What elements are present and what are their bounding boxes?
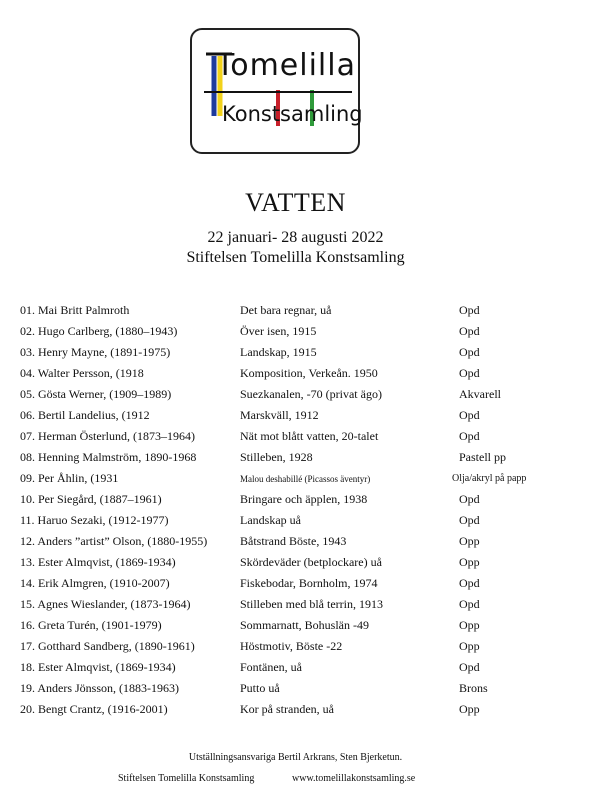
- artwork-row: [0, 492, 591, 513]
- artwork-title: Bringare och äpplen, 1938: [240, 492, 368, 506]
- artist-name: 09. Per Åhlin, (1931: [20, 471, 119, 485]
- artwork-title: Höstmotiv, Böste -22: [240, 639, 343, 653]
- footer-organizer: Stiftelsen Tomelilla Konstsamling: [118, 773, 255, 784]
- artist-name: 20. Bengt Crantz, (1916-2001): [20, 702, 168, 716]
- artist-name: 01. Mai Britt Palmroth: [20, 303, 130, 317]
- artwork-title: Marskväll, 1912: [240, 408, 319, 422]
- artwork-row: [0, 513, 591, 534]
- artist-name: 05. Gösta Werner, (1909–1989): [20, 387, 172, 401]
- artwork-title: Fiskebodar, Bornholm, 1974: [240, 576, 378, 590]
- artist-name: 19. Anders Jönsson, (1883-1963): [20, 681, 179, 695]
- artwork-row: [0, 681, 591, 702]
- artist-name: 08. Henning Malmström, 1890-1968: [20, 450, 197, 464]
- artwork-title: Stilleben, 1928: [240, 450, 313, 464]
- artist-name: 02. Hugo Carlberg, (1880–1943): [20, 324, 178, 338]
- logo: [190, 28, 363, 154]
- artwork-technique: Opp: [459, 534, 480, 548]
- artwork-row: [0, 324, 591, 345]
- artwork-title: Landskap, 1915: [240, 345, 317, 359]
- artwork-title: Landskap uå: [240, 513, 301, 527]
- artwork-technique: Olja/akryl på papp: [452, 473, 527, 484]
- artwork-row: [0, 450, 591, 471]
- exhibition-title: VATTEN: [245, 188, 346, 217]
- artwork-technique: Opd: [459, 513, 480, 527]
- footer-website: www.tomelillakonstsamling.se: [292, 773, 416, 784]
- artwork-row: [0, 387, 591, 408]
- artwork-title: Sommarnatt, Bohuslän -49: [240, 618, 369, 632]
- artwork-row: [0, 660, 591, 681]
- organizer-name: Stiftelsen Tomelilla Konstsamling: [186, 249, 405, 266]
- artwork-row: [0, 639, 591, 660]
- artwork-title: Putto uå: [240, 681, 280, 695]
- artist-name: 12. Anders ”artist” Olson, (1880-1955): [20, 534, 208, 548]
- artwork-title: Kor på stranden, uå: [240, 702, 334, 716]
- artwork-row: [0, 597, 591, 618]
- artwork-row: [0, 429, 591, 450]
- artwork-row: [0, 471, 591, 492]
- artwork-title: Stilleben med blå terrin, 1913: [240, 597, 383, 611]
- artist-name: 14. Erik Almgren, (1910-2007): [20, 576, 170, 590]
- artist-name: 03. Henry Mayne, (1891-1975): [20, 345, 171, 359]
- artwork-row: [0, 618, 591, 639]
- artist-name: 11. Haruo Sezaki, (1912-1977): [20, 513, 169, 527]
- artist-name: 10. Per Siegård, (1887–1961): [20, 492, 162, 506]
- artwork-title: Det bara regnar, uå: [240, 303, 332, 317]
- logo-line-2: Konstsamling: [222, 102, 363, 126]
- artwork-title: Skördeväder (betplockare) uå: [240, 555, 382, 569]
- artist-name: 13. Ester Almqvist, (1869-1934): [20, 555, 176, 569]
- artwork-technique: Opp: [459, 555, 480, 569]
- artwork-technique: Opd: [459, 597, 480, 611]
- artwork-row: [0, 555, 591, 576]
- artwork-technique: Opd: [459, 408, 480, 422]
- artwork-title: Komposition, Verkeån. 1950: [240, 366, 378, 380]
- artwork-title: Nät mot blått vatten, 20-talet: [240, 429, 379, 443]
- artwork-row: [0, 303, 591, 324]
- exhibition-dates: 22 januari- 28 augusti 2022: [207, 229, 384, 246]
- artwork-title: Fontänen, uå: [240, 660, 302, 674]
- artwork-technique: Brons: [459, 681, 488, 695]
- artwork-title: Suezkanalen, -70 (privat ägo): [240, 387, 382, 401]
- artwork-row: [0, 702, 591, 723]
- artwork-title: Över isen, 1915: [240, 324, 317, 338]
- artwork-technique: Opd: [459, 492, 480, 506]
- artwork-technique: Opp: [459, 639, 480, 653]
- artist-name: 17. Gotthard Sandberg, (1890-1961): [20, 639, 195, 653]
- artwork-technique: Opd: [459, 303, 480, 317]
- artwork-title: Malou deshabillé (Picassos äventyr): [240, 474, 371, 484]
- logo-line-1: Tomelilla: [216, 48, 356, 83]
- artwork-technique: Opp: [459, 618, 480, 632]
- artwork-technique: Opd: [459, 429, 480, 443]
- artwork-technique: Opd: [459, 345, 480, 359]
- footer-responsible: Utställningsansvariga Bertil Arkrans, Sten Bjerketun.: [188, 752, 403, 763]
- artist-name: 16. Greta Turén, (1901-1979): [20, 618, 162, 632]
- artwork-title: Båtstrand Böste, 1943: [240, 534, 347, 548]
- artist-name: 06. Bertil Landelius, (1912: [20, 408, 150, 422]
- artwork-technique: Akvarell: [459, 387, 501, 401]
- artwork-technique: Opd: [459, 660, 480, 674]
- artwork-technique: Opd: [459, 366, 480, 380]
- artwork-row: [0, 366, 591, 387]
- artwork-technique: Opp: [459, 702, 480, 716]
- artwork-technique: Opd: [459, 324, 480, 338]
- artwork-technique: Opd: [459, 576, 480, 590]
- artist-name: 18. Ester Almqvist, (1869-1934): [20, 660, 176, 674]
- artwork-row: [0, 345, 591, 366]
- artist-name: 15. Agnes Wieslander, (1873-1964): [20, 597, 191, 611]
- artwork-technique: Pastell pp: [459, 450, 506, 464]
- artwork-row: [0, 408, 591, 429]
- artist-name: 04. Walter Persson, (1918: [20, 366, 144, 380]
- artist-name: 07. Herman Österlund, (1873–1964): [20, 429, 195, 443]
- artwork-row: [0, 534, 591, 555]
- artwork-row: [0, 576, 591, 597]
